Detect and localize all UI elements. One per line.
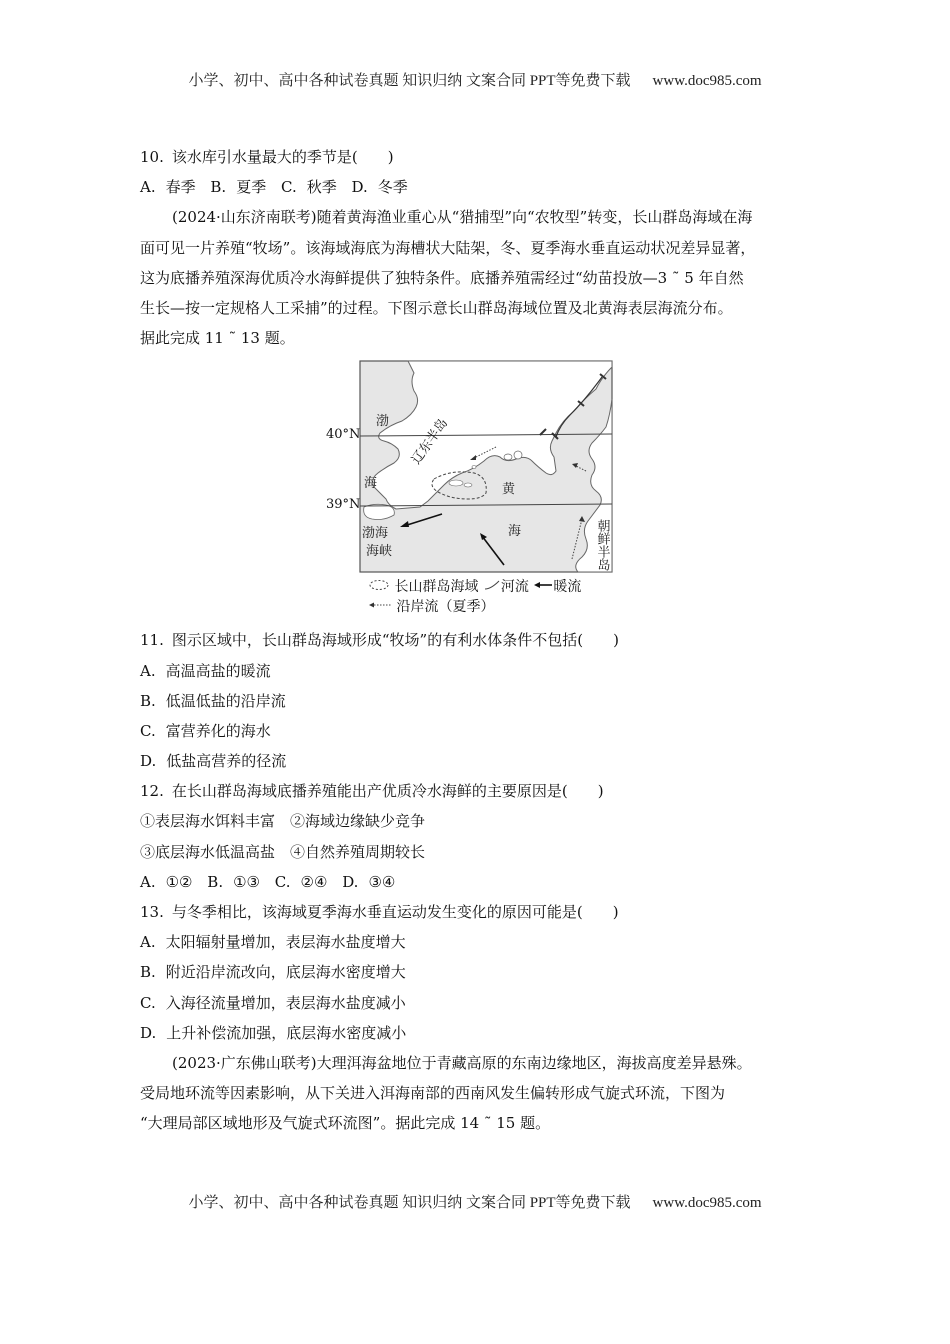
option-text: 低温低盐的沿岸流 bbox=[165, 691, 286, 710]
lat-label-39: 39°N bbox=[326, 497, 361, 513]
option-text: 秋季 bbox=[306, 178, 337, 197]
option-label: D. bbox=[351, 178, 368, 197]
island bbox=[514, 451, 522, 459]
question-12-stem bbox=[140, 776, 812, 806]
footer-text: 小学、初中、高中各种试卷真题 知识归纳 文案合同 PPT等免费下载 bbox=[188, 1195, 631, 1211]
option-text: ③④ bbox=[368, 872, 396, 891]
strait-island bbox=[364, 505, 395, 520]
option-label: A. bbox=[140, 933, 156, 952]
header-text: 小学、初中、高中各种试卷真题 知识归纳 文案合同 PPT等免费下载 bbox=[188, 73, 631, 89]
question-number: 13. bbox=[140, 903, 164, 921]
option-label: D. bbox=[140, 752, 157, 771]
option-label: C. bbox=[140, 721, 156, 740]
passage-line: 生长—按一定规格人工采捕”的过程。下图示意长山群岛海域位置及北黄海表层海流分布。 bbox=[140, 298, 733, 317]
option-d[interactable] bbox=[352, 178, 418, 196]
option-label: C. bbox=[140, 993, 156, 1012]
passage-line: 受局地环流等因素影响，从下关进入洱海南部的西南风发生偏转形成气旋式环流，下图为 bbox=[140, 1084, 726, 1103]
option-c[interactable] bbox=[281, 178, 347, 196]
passage-line: 这为底播养殖深海优质冷水海鲜提供了独特条件。底播养殖需经过“幼苗投放—3 ˜ 5 年自然 bbox=[140, 268, 744, 287]
option-label: D. bbox=[140, 1023, 157, 1042]
option-text: 夏季 bbox=[236, 178, 267, 197]
passage-line: 据此完成 11 ˜ 13 题。 bbox=[140, 329, 295, 348]
map-figure bbox=[140, 359, 812, 621]
river-line-icon bbox=[483, 579, 501, 595]
option-text: 附近沿岸流改向，底层海水密度增大 bbox=[165, 963, 406, 982]
option-label: C. bbox=[281, 178, 297, 197]
option-a[interactable] bbox=[140, 178, 206, 196]
paren-close: ) bbox=[597, 782, 604, 801]
dotted-arrow-icon bbox=[368, 599, 392, 615]
option-b[interactable] bbox=[140, 957, 812, 987]
option-label: A. bbox=[140, 661, 156, 680]
island bbox=[464, 483, 472, 487]
question-text: 在长山群岛海域底播养殖能出产优质冷水海鲜的主要原因是( bbox=[171, 782, 568, 801]
legend-coastal-current: 沿岸流（夏季） bbox=[396, 599, 495, 616]
paren-close: ) bbox=[613, 631, 619, 650]
solid-arrow-icon bbox=[533, 579, 553, 595]
legend-islands: 长山群岛海域 bbox=[394, 579, 479, 596]
question-number: 10. bbox=[140, 148, 164, 166]
option-label: D. bbox=[342, 872, 359, 891]
statement-line: ③底层海水低温高盐 ④自然养殖周期较长 bbox=[140, 842, 426, 861]
north-yellow-sea-map bbox=[356, 359, 616, 577]
option-b[interactable] bbox=[207, 873, 270, 891]
question-10-stem bbox=[140, 142, 812, 172]
option-label: B. bbox=[140, 963, 156, 982]
dashed-ellipse-icon bbox=[368, 579, 390, 595]
option-text: 低盐高营养的径流 bbox=[166, 752, 287, 771]
label-liaodong: 辽东半岛 bbox=[408, 416, 452, 468]
label-bo: 渤 bbox=[376, 414, 390, 430]
label-strait-2: 海峡 bbox=[366, 544, 393, 560]
option-b[interactable] bbox=[140, 686, 812, 716]
option-d[interactable] bbox=[140, 1018, 812, 1048]
paren-close: ) bbox=[387, 148, 394, 166]
label-hai: 海 bbox=[364, 476, 378, 492]
paren-close: ) bbox=[612, 903, 619, 921]
option-label: A. bbox=[140, 872, 156, 891]
island bbox=[449, 480, 463, 486]
option-b[interactable] bbox=[210, 178, 276, 196]
option-a[interactable] bbox=[140, 873, 203, 891]
passage-line: (2023·广东佛山联考)大理洱海盆地位于青藏高原的东南边缘地区，海拔高度差异悬殊。 bbox=[172, 1053, 752, 1072]
option-text: ①③ bbox=[233, 872, 260, 891]
page-content bbox=[140, 142, 812, 1139]
option-c[interactable] bbox=[140, 716, 812, 746]
option-text: ①② bbox=[165, 872, 193, 891]
label-strait-1: 渤海 bbox=[362, 526, 389, 542]
question-text: 与冬季相比，该海域夏季海水垂直运动发生变化的原因可能是( bbox=[171, 903, 583, 921]
label-korea: 朝鲜半岛 bbox=[594, 519, 610, 572]
footer-url[interactable]: www.doc985.com bbox=[652, 1195, 762, 1211]
header-url[interactable]: www.doc985.com bbox=[652, 73, 762, 89]
page-footer bbox=[0, 1191, 950, 1212]
question-13-stem bbox=[140, 897, 812, 927]
legend-river: 河流 bbox=[500, 579, 529, 596]
option-label: C. bbox=[274, 872, 291, 891]
option-text: 上升补偿流加强，底层海水密度减小 bbox=[166, 1023, 407, 1042]
map-legend bbox=[368, 577, 628, 617]
question-number: 11. bbox=[140, 631, 164, 650]
island bbox=[504, 454, 512, 460]
lat-label-40: 40°N bbox=[326, 427, 361, 443]
passage-line: “大理局部区域地形及气旋式环流图”。据此完成 14 ˜ 15 题。 bbox=[140, 1114, 551, 1133]
label-sea: 海 bbox=[508, 524, 522, 540]
label-huang: 黄 bbox=[502, 482, 516, 498]
passage-14-15 bbox=[140, 1048, 812, 1139]
option-label: A. bbox=[140, 178, 156, 197]
statement-line: ①表层海水饵料丰富 ②海域边缘缺少竞争 bbox=[140, 812, 426, 831]
passage-11-13 bbox=[140, 202, 812, 353]
question-12-options bbox=[140, 867, 812, 897]
passage-line: (2024·山东济南联考)随着黄海渔业重心从“猎捕型”向“农牧型”转变，长山群岛海域在海 bbox=[172, 208, 753, 227]
option-c[interactable] bbox=[140, 988, 812, 1018]
option-label: B. bbox=[210, 178, 227, 197]
passage-line: 面可见一片养殖“牧场”。该海域海底为海槽状大陆架，冬、夏季海水垂直运动状况差异显著， bbox=[140, 238, 756, 257]
option-text: 富营养化的海水 bbox=[165, 721, 271, 740]
page-header bbox=[0, 69, 950, 90]
question-number: 12. bbox=[140, 782, 164, 801]
option-text: ②④ bbox=[300, 872, 328, 891]
option-a[interactable] bbox=[140, 927, 812, 957]
question-text: 图示区域中，长山群岛海域形成“牧场”的有利水体条件不包括( bbox=[171, 631, 584, 650]
option-d[interactable] bbox=[342, 873, 405, 891]
option-a[interactable] bbox=[140, 656, 812, 686]
option-label: B. bbox=[140, 691, 156, 710]
option-text: 高温高盐的暖流 bbox=[165, 661, 271, 680]
option-c[interactable] bbox=[275, 873, 338, 891]
question-11-stem bbox=[140, 625, 812, 655]
option-text: 入海径流量增加，表层海水盐度减小 bbox=[165, 993, 406, 1012]
question-text: 该水库引水量最大的季节是( bbox=[171, 148, 358, 166]
island bbox=[472, 466, 476, 469]
option-label: B. bbox=[207, 872, 224, 891]
option-text: 太阳辐射量增加，表层海水盐度增大 bbox=[165, 933, 406, 952]
question-10-options bbox=[140, 172, 812, 202]
legend-warm-current: 暖流 bbox=[553, 579, 582, 596]
option-d[interactable] bbox=[140, 746, 812, 776]
option-text: 冬季 bbox=[377, 178, 408, 197]
option-text: 春季 bbox=[165, 178, 196, 197]
